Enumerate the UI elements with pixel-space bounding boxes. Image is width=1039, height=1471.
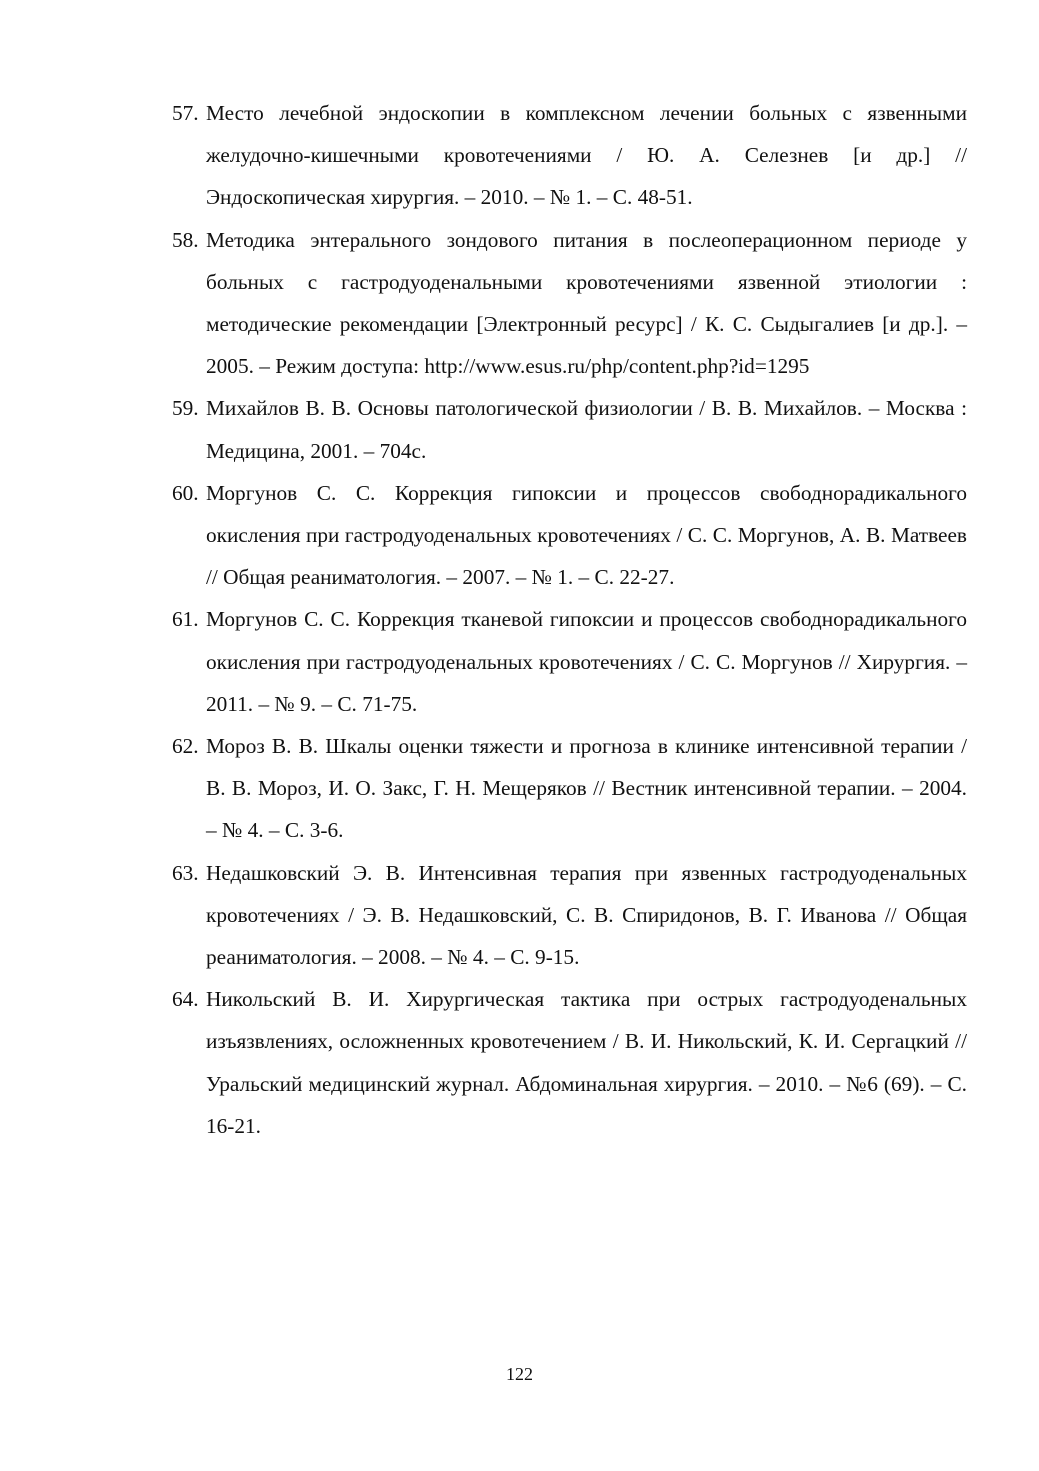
reference-number: 58. bbox=[172, 227, 199, 252]
reference-item-62 bbox=[172, 725, 967, 852]
reference-text: Место лечебной эндоскопии в комплексном лечении больных с язвенными желудочно-кишечными кровотечениями / Ю. А. Селезнев [и др.] // Эндоскопическая хирургия. – 2010. – № 1. – С. 48-51. bbox=[206, 101, 967, 210]
reference-item-58 bbox=[172, 219, 967, 388]
reference-item-60 bbox=[172, 472, 967, 599]
reference-item-61 bbox=[172, 598, 967, 725]
reference-item-64 bbox=[172, 978, 967, 1147]
reference-number: 61. bbox=[172, 607, 199, 632]
page-number: 122 bbox=[506, 1364, 533, 1384]
reference-item-59 bbox=[172, 387, 967, 471]
reference-number: 57. bbox=[172, 101, 199, 125]
reference-number: 62. bbox=[172, 734, 199, 759]
reference-text: Мороз В. В. Шкалы оценки тяжести и прогноза в клинике интенсивной терапии / В. В. Мороз, И. О. Закс, Г. Н. Мещеряков // Вестник интенсивной терапии. – 2004. – № 4. – С. 3-6. bbox=[206, 734, 967, 843]
reference-text: Методика энтерального зондового питания в послеоперационном периоде у больных с гастродуоденальными кровотечениями язвенной этиологии : методические рекомендации [Электронный ресурс] / К. С. Сыдыгалиев [и др.]. – 2005. – Режим доступа: http://www.esus.ru/php/content.php?id=1295 bbox=[206, 227, 967, 379]
reference-number: 59. bbox=[172, 396, 199, 421]
reference-item-63 bbox=[172, 852, 967, 979]
reference-list bbox=[172, 92, 967, 1147]
reference-text: Моргунов С. С. Коррекция тканевой гипоксии и процессов свободнорадикального окисления при гастродуоденальных кровотечениях / С. С. Моргунов // Хирургия. – 2011. – № 9. – С. 71-75. bbox=[206, 607, 967, 716]
reference-number: 63. bbox=[172, 860, 199, 885]
reference-item-57 bbox=[172, 92, 967, 219]
reference-number: 64. bbox=[172, 987, 199, 1012]
reference-text: Моргунов С. С. Коррекция гипоксии и процессов свободнорадикального окисления при гастродуоденальных кровотечениях / С. С. Моргунов, А. В. Матвеев // Общая реаниматология. – 2007. – № 1. – С. 22-27. bbox=[206, 480, 967, 590]
reference-text: Никольский В. И. Хирургическая тактика при острых гастродуоденальных изъязвлениях, осложненных кровотечением / В. И. Никольский, К. И. Сергацкий // Уральский медицинский журнал. Абдоминальная хирургия. – 2010. – №6 (69). – С. 16-21. bbox=[206, 987, 967, 1138]
reference-number: 60. bbox=[172, 480, 199, 505]
reference-text: Михайлов В. В. Основы патологической физиологии / В. В. Михайлов. – Москва : Медицина, 2001. – 704с. bbox=[206, 396, 967, 463]
reference-text: Недашковский Э. В. Интенсивная терапия при язвенных гастродуоденальных кровотечениях / Э. В. Недашковский, С. В. Спиридонов, В. Г. Иванова // Общая реаниматология. – 2008. – № 4. – С. 9-15. bbox=[206, 860, 967, 970]
